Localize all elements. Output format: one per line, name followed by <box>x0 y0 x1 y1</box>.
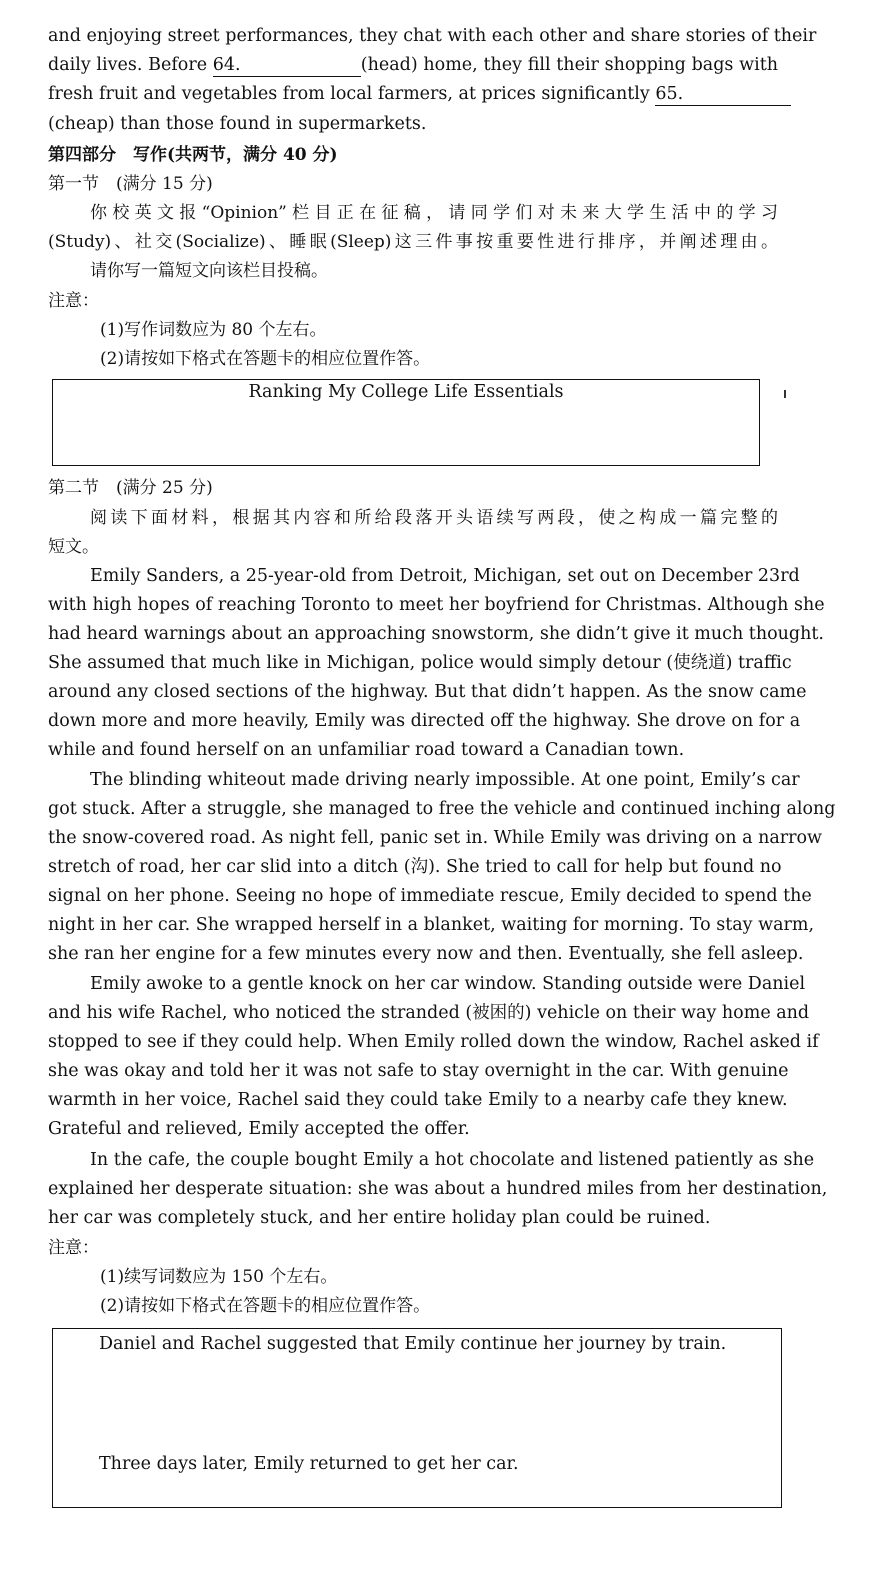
note-label: 注意： <box>48 291 99 311</box>
story-line: In the cafe, the couple bought Emily a hot chocolate and listened patiently as she <box>90 1150 815 1170</box>
section2-title: 第二节 (满分 25 分) <box>48 478 213 498</box>
story-line: got stuck. After a struggle, she managed to free the vehicle and continued inching along <box>48 799 836 819</box>
story-line: Emily Sanders, a 25-year-old from Detroit, Michigan, set out on December 23rd <box>90 566 800 586</box>
part4-heading: 第四部分 写作(共两节，满分 40 分) <box>48 145 338 165</box>
story-line: the snow-covered road. As night fell, panic set in. While Emily was driving on a narrow <box>48 828 823 848</box>
section1-prompt: (Study)、社交(Socialize)、睡眠(Sleep)这三件事按重要性进行排序，并阐述理由。 <box>48 232 778 252</box>
answer-box-section1[interactable] <box>52 379 760 466</box>
story-line: The blinding whiteout made driving nearly impossible. At one point, Emily’s car <box>90 770 800 790</box>
story-line: warmth in her voice, Rachel said they could take Emily to a nearby cafe they knew. <box>48 1090 788 1110</box>
passage-line: (cheap) than those found in supermarkets. <box>48 114 427 134</box>
answer-blank-65[interactable]: 65. <box>655 83 791 106</box>
story-line: Emily awoke to a gentle knock on her car window. Standing outside were Daniel <box>90 974 806 994</box>
story-line: explained her desperate situation: she was about a hundred miles from her destination, <box>48 1179 828 1199</box>
story-line: night in her car. She wrapped herself in a blanket, waiting for morning. To stay warm, <box>48 915 815 935</box>
story-line: signal on her phone. Seeing no hope of immediate rescue, Emily decided to spend the <box>48 886 812 906</box>
story-line: and his wife Rachel, who noticed the stranded (被困的) vehicle on their way home and <box>48 1003 810 1023</box>
section1-prompt: 请你写一篇短文向该栏目投稿。 <box>90 261 328 281</box>
story-line: down more and more heavily, Emily was directed off the highway. She drove on for a <box>48 711 801 731</box>
story-line: Grateful and relieved, Emily accepted the offer. <box>48 1119 470 1139</box>
story-line: had heard warnings about an approaching snowstorm, she didn’t give it much thought. <box>48 624 824 644</box>
section2-instruction: 阅读下面材料，根据其内容和所给段落开头语续写两段，使之构成一篇完整的 <box>90 508 778 528</box>
story-line: stopped to see if they could help. When Emily rolled down the window, Rachel asked if <box>48 1032 819 1052</box>
story-line: while and found herself on an unfamiliar road toward a Canadian town. <box>48 740 685 760</box>
paragraph-opening-1: Daniel and Rachel suggested that Emily continue her journey by train. <box>99 1334 727 1354</box>
story-line: around any closed sections of the highway. But that didn’t happen. As the snow came <box>48 682 807 702</box>
story-line: her car was completely stuck, and her entire holiday plan could be ruined. <box>48 1208 711 1228</box>
essay-title: Ranking My College Life Essentials <box>248 382 564 402</box>
section2-instruction: 短文。 <box>48 537 99 557</box>
story-line: She assumed that much like in Michigan, police would simply detour (使绕道) traffic <box>48 653 792 673</box>
note-item: (2)请按如下格式在答题卡的相应位置作答。 <box>100 1296 431 1316</box>
section1-title: 第一节 (满分 15 分) <box>48 174 213 194</box>
note-item: (2)请按如下格式在答题卡的相应位置作答。 <box>100 349 431 369</box>
story-line: she ran her engine for a few minutes every now and then. Eventually, she fell asleep. <box>48 944 804 964</box>
section1-prompt: 你校英文报“Opinion”栏目正在征稿，请同学们对未来大学生活中的学习 <box>90 203 778 223</box>
note-item: (1)写作词数应为 80 个左右。 <box>100 320 327 340</box>
note-item: (1)续写词数应为 150 个左右。 <box>100 1267 338 1287</box>
passage-line: and enjoying street performances, they chat with each other and share stories of their <box>48 26 817 46</box>
margin-mark <box>784 390 786 398</box>
passage-line: daily lives. Before 64. (head) home, they fill their shopping bags with <box>48 55 778 75</box>
passage-line: fresh fruit and vegetables from local farmers, at prices significantly 65. <box>48 80 778 109</box>
paragraph-opening-2: Three days later, Emily returned to get her car. <box>99 1454 519 1474</box>
answer-blank-64[interactable]: 64. <box>213 54 361 77</box>
note-label: 注意： <box>48 1238 99 1258</box>
story-line: she was okay and told her it was not safe to stay overnight in the car. With genuine <box>48 1061 789 1081</box>
story-line: stretch of road, her car slid into a ditch (沟). She tried to call for help but found no <box>48 857 782 877</box>
answer-box-section2[interactable] <box>52 1328 782 1508</box>
story-line: with high hopes of reaching Toronto to meet her boyfriend for Christmas. Although she <box>48 595 825 615</box>
